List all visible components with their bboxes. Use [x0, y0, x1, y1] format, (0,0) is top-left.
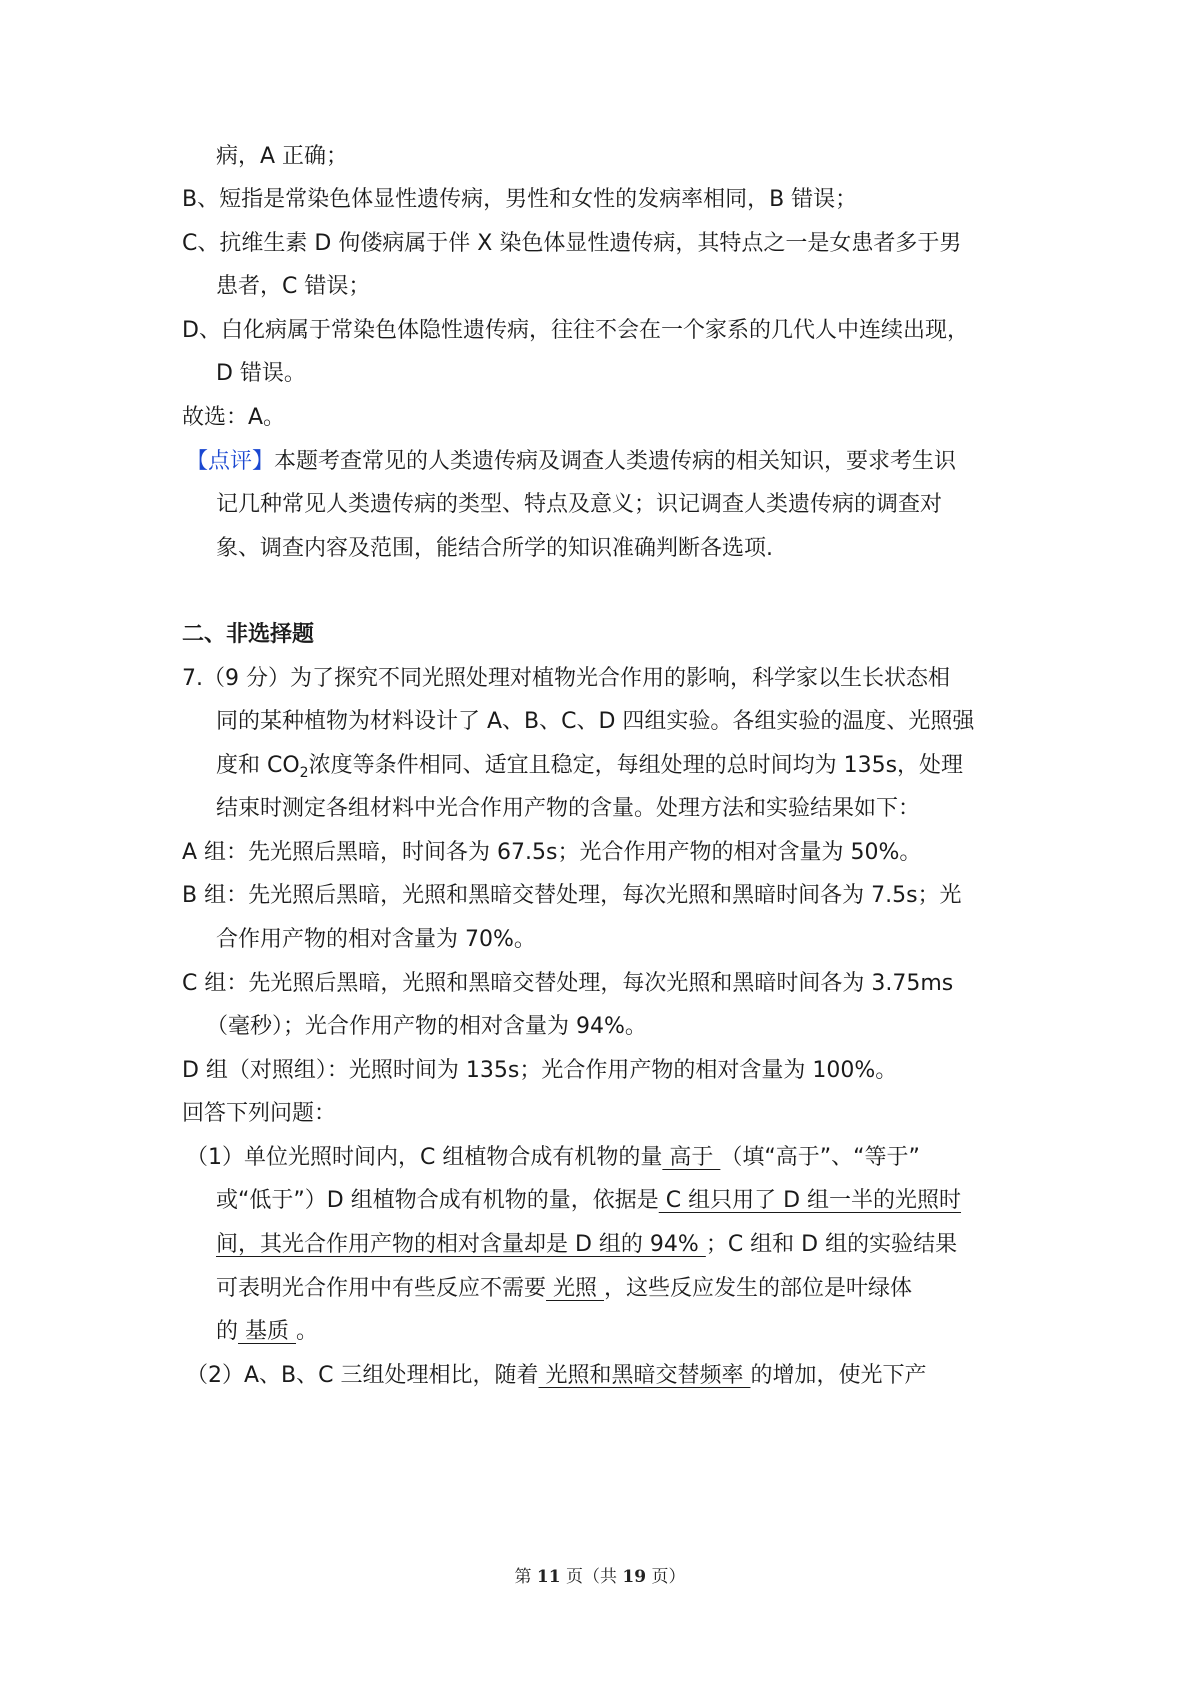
part1-text-5: 可表明光合作用中有些反应不需要: [216, 1276, 547, 1301]
option-c-line1: C、抗维生素 D 佝偻病属于伴 X 染色体显性遗传病，其特点之一是女患者多于男: [182, 231, 962, 256]
option-a-continuation: 病，A 正确；: [216, 144, 349, 169]
answer-blank-4: 基质: [238, 1319, 297, 1344]
q7-line1: 7.（9 分）为了探究不同光照处理对植物光合作用的影响，科学家以生长状态相: [182, 666, 950, 691]
answer-blank-2b: 间，其光合作用产物的相对含量却是 D 组的 94%: [216, 1232, 706, 1257]
answer-blank-2a: C 组只用了 D 组一半的光照时: [658, 1188, 962, 1213]
part2-text-1: （2）A、B、C 三组处理相比，随着: [186, 1363, 539, 1388]
group-c-line1: C 组：先光照后黑暗，光照和黑暗交替处理，每次光照和黑暗时间各为 3.75ms: [182, 971, 954, 996]
part1-text-1: （1）单位光照时间内，C 组植物合成有机物的量: [186, 1145, 663, 1170]
footer-post: 页）: [646, 1567, 686, 1587]
option-c-line2: 患者，C 错误；: [216, 274, 371, 299]
co2-subscript: 2: [299, 765, 309, 781]
footer-mid: 页（共: [560, 1567, 623, 1587]
option-d-line1: D、白化病属于常染色体隐性遗传病，往往不会在一个家系的几代人中连续出现，: [182, 318, 969, 343]
q7-line4: 结束时测定各组材料中光合作用产物的含量。处理方法和实验结果如下：: [216, 796, 921, 821]
comment-line3: 象、调查内容及范围，能结合所学的知识准确判断各选项.: [216, 536, 773, 561]
comment-text-1: 本题考查常见的人类遗传病及调查人类遗传病的相关知识，要求考生识: [274, 449, 957, 474]
comment-line1: [0, 447, 1200, 477]
part1-line1: [0, 1143, 1200, 1173]
part1-line4: [0, 1274, 1200, 1304]
part1-text-6: ，这些反应发生的部位是叶绿体: [604, 1276, 913, 1301]
answer-blank-3: 光照: [546, 1276, 605, 1301]
q7-line3: [0, 751, 1200, 783]
comment-tag: 【点评】: [186, 449, 275, 474]
group-c-line2: （毫秒）；光合作用产物的相对含量为 94%。: [206, 1014, 647, 1039]
part1-text-3: 或“低于”）D 组植物合成有机物的量，依据是: [216, 1188, 659, 1213]
option-b: B、短指是常染色体显性遗传病，男性和女性的发病率相同，B 错误；: [182, 187, 858, 212]
part2-line1: [0, 1361, 1200, 1391]
total-pages: 19: [622, 1567, 647, 1587]
answer-blank-5: 光照和黑暗交替频率: [538, 1363, 751, 1388]
part2-text-2: 的增加，使光下产: [750, 1363, 927, 1388]
footer-pre: 第: [514, 1567, 537, 1587]
answer-line: 故选：A。: [182, 405, 286, 430]
group-d: D 组（对照组）：光照时间为 135s；光合作用产物的相对含量为 100%。: [182, 1058, 898, 1083]
group-b-line1: B 组：先光照后黑暗，光照和黑暗交替处理，每次光照和黑暗时间各为 7.5s；光: [182, 883, 962, 908]
option-d-line2: D 错误。: [216, 361, 306, 386]
q7-line2: 同的某种植物为材料设计了 A、B、C、D 四组实验。各组实验的温度、光照强: [216, 709, 975, 734]
group-a: A 组：先光照后黑暗，时间各为 67.5s；光合作用产物的相对含量为 50%。: [182, 840, 922, 865]
q7-line3-a: 度和 CO: [216, 753, 300, 778]
group-b-line2: 合作用产物的相对含量为 70%。: [216, 927, 536, 952]
part1-line5: [0, 1317, 1200, 1347]
question-prompt: 回答下列问题：: [182, 1101, 337, 1126]
comment-line2: 记几种常见人类遗传病的类型、特点及意义；识记调查人类遗传病的调查对: [216, 492, 943, 517]
page-number: 11: [536, 1567, 561, 1587]
part1-text-4: ；C 组和 D 组的实验结果: [705, 1232, 958, 1257]
part1-text-8: 。: [296, 1319, 319, 1344]
q7-line3-b: 浓度等条件相同、适宜且稳定，每组处理的总时间均为 135s，处理: [308, 753, 964, 778]
part1-text-7: 的: [216, 1319, 239, 1344]
part1-line3: [0, 1230, 1200, 1260]
part1-text-2: （填“高于”、“等于”: [720, 1145, 920, 1170]
section-title: 二、非选择题: [182, 622, 315, 647]
answer-blank-1: 高于: [662, 1145, 721, 1170]
part1-line2: [0, 1186, 1200, 1216]
page-footer: [0, 1562, 1200, 1587]
